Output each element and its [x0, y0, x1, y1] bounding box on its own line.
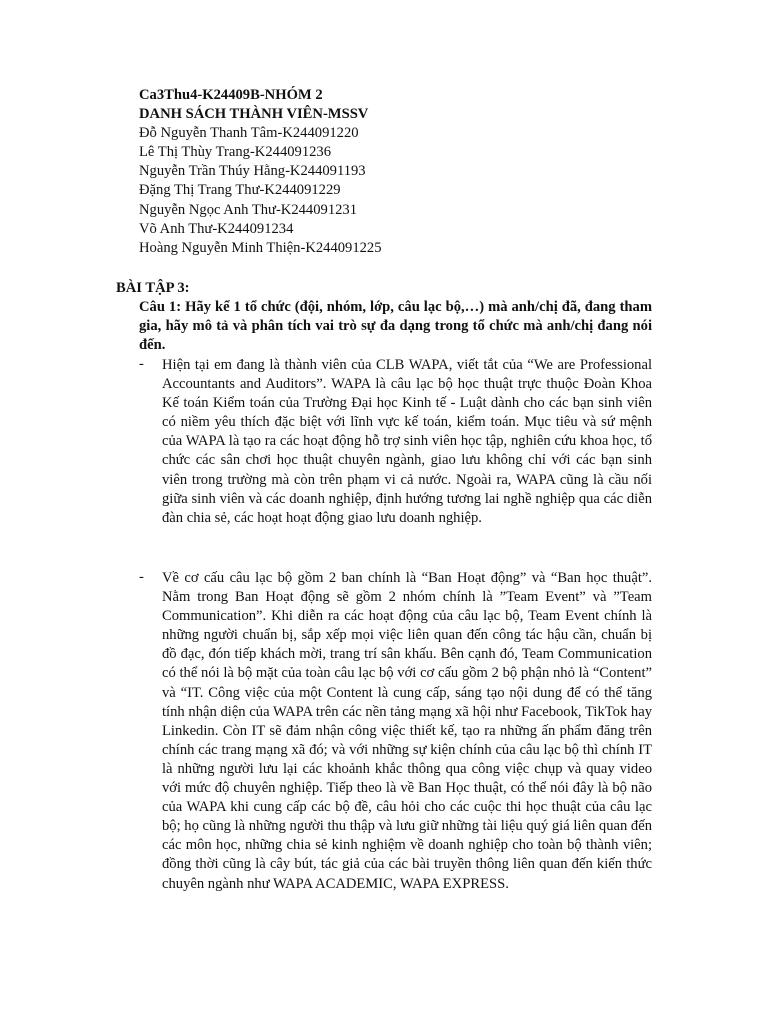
paragraph: Hiện tại em đang là thành viên của CLB WAPA, viết tắt của “We are Professional Accountants and Auditors”. WAPA là câu lạc bộ học thuật trực thuộc Đoàn Khoa Kế toán Kiểm toán của Trường Đại học Kinh tế - Luật dành cho các bạn sinh viên có niềm yêu thích đặc biệt với lĩnh vực kế toán, kiểm toán. Mục tiêu và sứ mệnh của WAPA là tạo ra các hoạt động hỗ trợ sinh viên học tập, nghiên cứu khoa học, tổ chức các sân chơi học thuật chuyên ngành, giao lưu không chỉ với các bạn sinh viên trong trường mà còn trên phạm vi cả nước. Ngoài ra, WAPA cũng là cầu nối giữa sinh viên và các doanh nghiệp, định hướng tương lai nghề nghiệp qua các diễn đàn chia sẻ, các hoạt hoạt động giao lưu doanh nghiệp. — [162, 357, 652, 526]
document-header — [139, 86, 659, 258]
list-item — [139, 569, 652, 894]
member-item: Hoàng Nguyễn Minh Thiện-K244091225 — [139, 239, 382, 256]
member-item: Nguyễn Trần Thúy Hằng-K244091193 — [139, 163, 366, 180]
bullet-dash: - — [139, 356, 144, 372]
paragraph: Về cơ cấu câu lạc bộ gồm 2 ban chính là “Ban Hoạt động” và “Ban học thuật”. Nằm trong Ban Hoạt động sẽ gồm 2 nhóm chính là ”Team Event” và ”Team Communication”. Khi diễn ra các hoạt động của câu lạc bộ, Team Event chính là những người chuẩn bị, sắp xếp mọi việc liên quan đến công tác hậu cần, chuẩn bị đồ đạc, đón tiếp khách mời, trang trí sân khấu. Bên cạnh đó, Team Communication có thể nói là bộ mặt của toàn câu lạc bộ với cơ cấu gồm 2 bộ phận nhỏ là “Content” và “IT. Công việc của một Content là cung cấp, sáng tạo nội dung để có thể tăng tính nhận diện của WAPA trên các nền tảng mạng xã hội như Facebook, TikTok hay Linkedin. Còn IT sẽ đảm nhận công việc thiết kế, tạo ra những ấn phẩm đăng trên chính các trang mạng xã đó; và với những sự kiện chính của câu lạc bộ thì chính IT là những người lưu lại các khoảnh khắc thông qua công việc chụp và quay video với mức độ chuyên nghiệp. Tiếp theo là về Ban Học thuật, có thể nói đây là bộ não của WAPA khi cung cấp các bộ đề, câu hỏi cho các cuộc thi học thuật của câu lạc bộ; họ cũng là những người thu thập và lưu giữ những tài liệu quý giá liên quan đến các môn học, những chia sẻ kinh nghiệm về doanh nghiệp cho toàn bộ thành viên; đồng thời cũng là cây bút, tác giả của các bài truyền thông liên quan đến kiến thức chuyên ngành như WAPA ACADEMIC, WAPA EXPRESS. — [162, 570, 652, 892]
list-item — [139, 356, 652, 528]
member-item: Đỗ Nguyễn Thanh Tâm-K244091220 — [139, 125, 359, 142]
question-text: Câu 1: Hãy kể 1 tổ chức (đội, nhóm, lớp, câu lạc bộ,…) mà anh/chị đã, đang tham gia, hãy mô tả và phân tích vai trò sự đa dạng trong tổ chức mà anh/chị đang nói đến. — [139, 299, 652, 354]
member-item: Lê Thị Thùy Trang-K244091236 — [139, 144, 332, 161]
member-item: Đặng Thị Trang Thư-K244091229 — [139, 182, 341, 199]
member-item: Võ Anh Thư-K244091234 — [139, 220, 294, 237]
group-title: Ca3Thu4-K24409B-NHÓM 2 — [139, 87, 323, 103]
member-item: Nguyễn Ngọc Anh Thư-K244091231 — [139, 201, 358, 218]
bullet-dash: - — [139, 569, 144, 585]
member-list-title: DANH SÁCH THÀNH VIÊN-MSSV — [139, 106, 369, 123]
exercise-title: BÀI TẬP 3: — [116, 280, 190, 296]
exercise-section — [116, 279, 656, 298]
